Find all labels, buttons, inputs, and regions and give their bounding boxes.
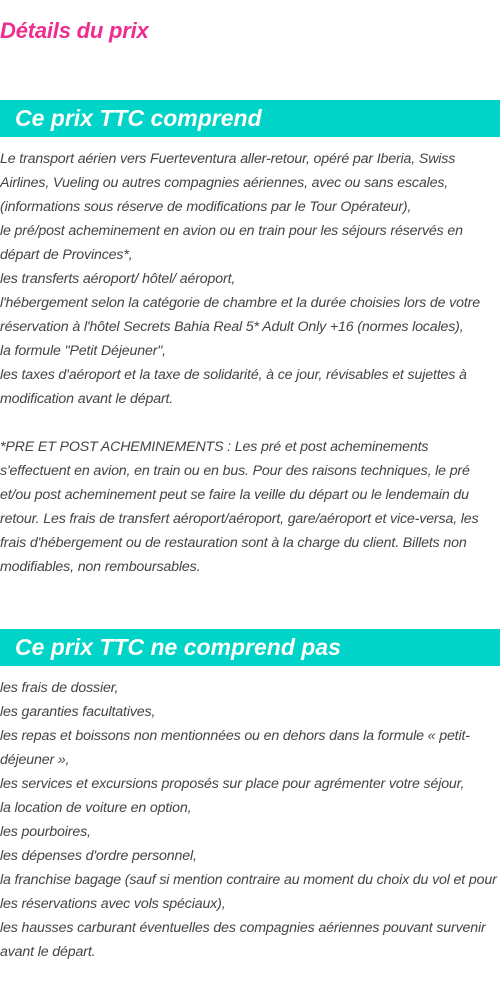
not-included-item: les pourboires,	[0, 824, 91, 840]
included-item: la formule "Petit Déjeuner",	[0, 343, 166, 359]
included-note: *PRE ET POST ACHEMINEMENTS : Les pré et post acheminements s'effectuent en avion, en train ou en bus. Pour des raisons techniques, le pré et/ou post acheminement peut se faire la veille du départ ou le lendemain du retour. Les frais de transfert aéroport/aéroport, gare/aéroport et vice-versa, les frais d'hébergement ou de restauration sont à la charge du client. Billets non modifiables, non remboursables.	[0, 439, 479, 575]
not-included-item: les garanties facultatives,	[0, 704, 156, 720]
page-title: Détails du prix	[0, 18, 149, 43]
included-section-body	[0, 147, 500, 579]
included-item: le pré/post acheminement en avion ou en train pour les séjours réservés en départ de Provinces*,	[0, 223, 463, 263]
not-included-item: les dépenses d'ordre personnel,	[0, 848, 197, 864]
included-item: l'hébergement selon la catégorie de chambre et la durée choisies lors de votre réservation à l'hôtel Secrets Bahia Real 5* Adult Only +16 (normes locales),	[0, 295, 480, 335]
included-item: Le transport aérien vers Fuerteventura aller-retour, opéré par Iberia, Swiss Airlines, Vueling ou autres compagnies aériennes, avec ou sans escales, (informations sous réserve de modifications par le Tour Opérateur),	[0, 151, 456, 215]
included-section-header: Ce prix TTC comprend	[0, 100, 500, 137]
not-included-item: les frais de dossier,	[0, 680, 119, 696]
included-item: les transferts aéroport/ hôtel/ aéroport,	[0, 271, 236, 287]
not-included-section-body	[0, 676, 500, 964]
not-included-item: la location de voiture en option,	[0, 800, 192, 816]
not-included-section-header: Ce prix TTC ne comprend pas	[0, 629, 500, 666]
paragraph-spacer	[0, 411, 500, 435]
not-included-item: la franchise bagage (sauf si mention contraire au moment du choix du vol et pour les réservations avec vols spéciaux),	[0, 872, 497, 912]
included-item: les taxes d'aéroport et la taxe de solidarité, à ce jour, révisables et sujettes à modification avant le départ.	[0, 367, 467, 407]
not-included-item: les repas et boissons non mentionnées ou en dehors dans la formule « petit-déjeuner »,	[0, 728, 470, 768]
not-included-item: les hausses carburant éventuelles des compagnies aériennes pouvant survenir avant le départ.	[0, 920, 486, 960]
not-included-item: les services et excursions proposés sur place pour agrémenter votre séjour,	[0, 776, 465, 792]
